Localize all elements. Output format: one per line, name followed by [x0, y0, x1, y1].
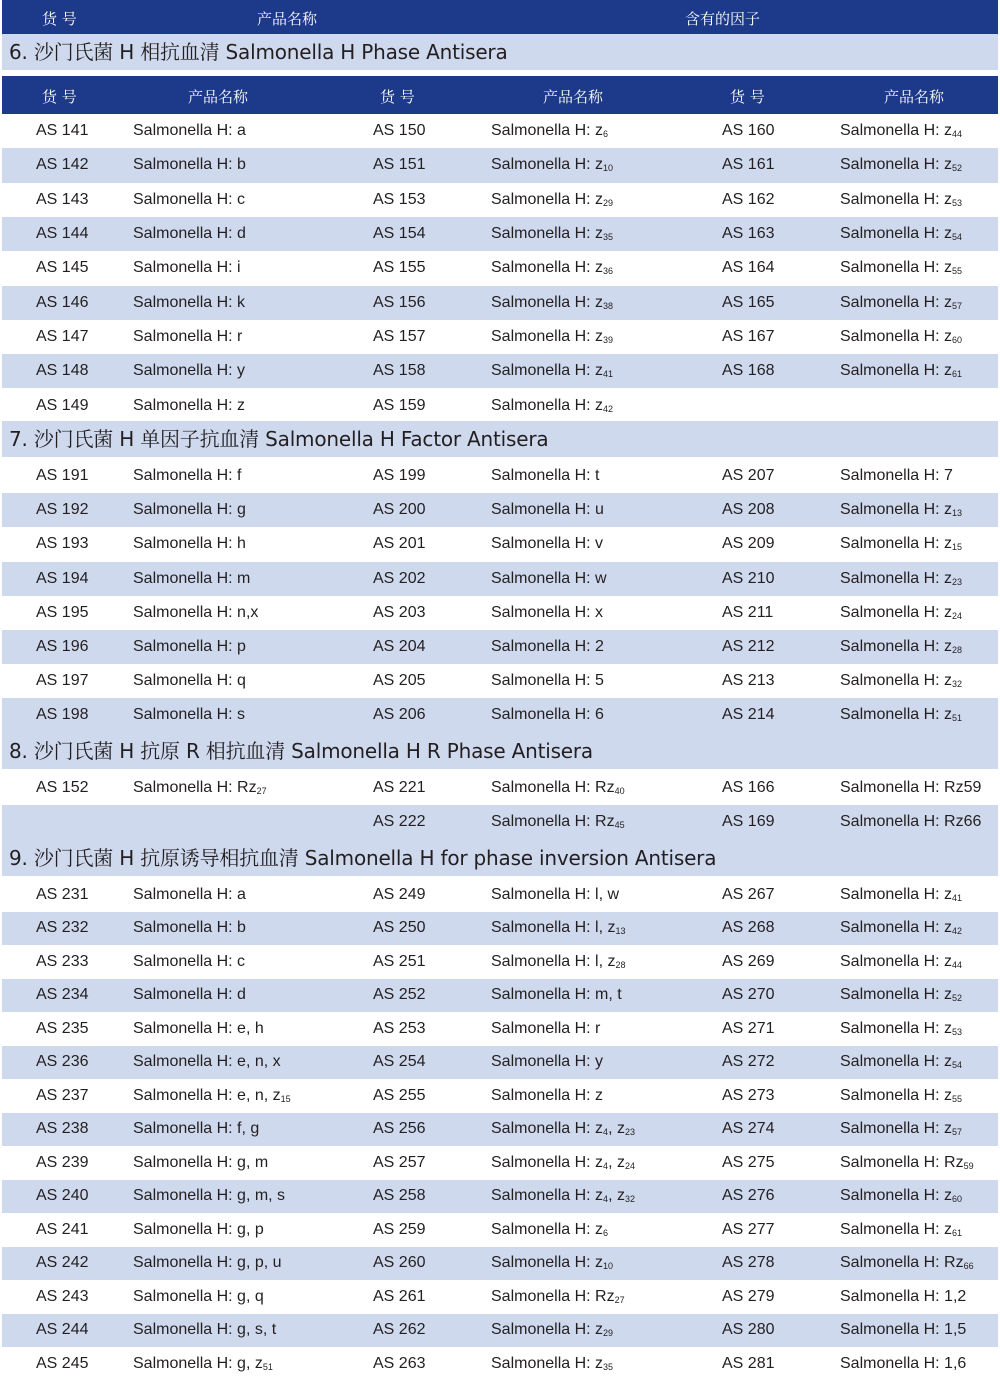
- cell-code-2: AS 252: [373, 986, 426, 1004]
- cell-code-1: AS 145: [36, 259, 89, 277]
- table-row: [2, 251, 998, 285]
- cell-name-3: Salmonella H: $z_{55}$: [840, 259, 963, 277]
- table-row: [2, 493, 998, 527]
- cell-code-2: AS 201: [373, 535, 426, 553]
- cell-code-2: AS 256: [373, 1120, 426, 1138]
- cell-name-2: Salmonella H: $Rz_{27}$: [491, 1287, 625, 1305]
- cell-name-3: Salmonella H: $z_{44}$: [840, 122, 963, 140]
- cell-code-3: AS 275: [722, 1153, 775, 1171]
- cell-name-1: Salmonella H: g, q: [133, 1287, 264, 1305]
- cell-code-2: AS 255: [373, 1086, 426, 1104]
- cell-code-2: AS 222: [373, 813, 426, 831]
- cell-code-3: AS 278: [722, 1254, 775, 1272]
- table-row: [2, 183, 998, 217]
- cell-code-1: AS 144: [36, 225, 89, 243]
- table-row: [2, 1347, 998, 1378]
- cell-code-2: AS 150: [373, 122, 426, 140]
- cell-code-3: AS 212: [722, 638, 775, 656]
- cell-code-1: AS 147: [36, 327, 89, 345]
- header-code-3: 货 号: [730, 88, 765, 106]
- table-row: [2, 459, 998, 493]
- cell-name-2: Salmonella H: $z_{38}$: [491, 293, 614, 311]
- cell-code-1: AS 241: [36, 1220, 89, 1238]
- cell-name-2: Salmonella H: $z_{41}$: [491, 362, 614, 380]
- cell-code-3: AS 168: [722, 362, 775, 380]
- cell-name-2: Salmonella H: $z_{36}$: [491, 259, 614, 277]
- cell-code-1: AS 191: [36, 467, 89, 485]
- cell-code-1: AS 196: [36, 638, 89, 656]
- cell-name-3: Salmonella H: $z_{52}$: [840, 156, 963, 174]
- table-row: [2, 320, 998, 354]
- cell-code-2: AS 259: [373, 1220, 426, 1238]
- table-row: [2, 979, 998, 1013]
- cell-code-2: AS 203: [373, 603, 426, 621]
- cell-name-2: Salmonella H: y: [491, 1053, 604, 1071]
- table-row: [2, 1012, 998, 1046]
- cell-name-2: Salmonella H: $z_{10}$: [491, 1254, 614, 1272]
- cell-name-1: Salmonella H: a: [133, 122, 246, 140]
- cell-name-2: Salmonella H: m, t: [491, 986, 622, 1004]
- cell-name-3: Salmonella H: $z_{23}$: [840, 569, 963, 587]
- section-title: 6. 沙门氏菌 H 相抗血清 Salmonella H Phase Antisera: [2, 34, 998, 70]
- cell-code-2: AS 260: [373, 1254, 426, 1272]
- cell-name-2: Salmonella H: $z_{29}$: [491, 190, 614, 208]
- cell-code-2: AS 157: [373, 327, 426, 345]
- cell-name-1: Salmonella H: i: [133, 259, 241, 277]
- cell-name-1: Salmonella H: b: [133, 156, 246, 174]
- cell-code-1: AS 231: [36, 885, 89, 903]
- cell-name-3: Salmonella H: $z_{44}$: [840, 952, 963, 970]
- cell-code-2: AS 253: [373, 1019, 426, 1037]
- cell-name-3: Salmonella H: $z_{54}$: [840, 1053, 963, 1071]
- cell-name-3: Salmonella H: $z_{55}$: [840, 1086, 963, 1104]
- cell-code-2: AS 154: [373, 225, 426, 243]
- cell-code-1: AS 239: [36, 1153, 89, 1171]
- cell-code-2: AS 155: [373, 259, 426, 277]
- cell-code-3: AS 164: [722, 259, 775, 277]
- table-row: [2, 878, 998, 912]
- cell-code-3: AS 270: [722, 986, 775, 1004]
- cell-code-3: AS 211: [722, 603, 774, 621]
- cell-name-1: Salmonella H: e, n, x: [133, 1053, 281, 1071]
- cell-name-2: Salmonella H: w: [491, 569, 607, 587]
- cell-code-3: AS 162: [722, 190, 775, 208]
- cell-code-1: AS 195: [36, 603, 89, 621]
- cell-name-2: Salmonella H: 6: [491, 706, 604, 724]
- cell-name-1: Salmonella H: y: [133, 362, 246, 380]
- cell-code-1: AS 240: [36, 1187, 89, 1205]
- cell-name-2: Salmonella H: $z_6$: [491, 1220, 609, 1238]
- section-title: 9. 沙门氏菌 H 抗原诱导相抗血清 Salmonella H for phase inversion Antisera: [2, 840, 998, 876]
- cell-code-1: AS 193: [36, 535, 89, 553]
- table-row: [2, 527, 998, 561]
- cell-name-3: Salmonella H: $z_{53}$: [840, 190, 963, 208]
- cell-name-1: Salmonella H: c: [133, 952, 246, 970]
- cell-name-1: Salmonella H: s: [133, 706, 246, 724]
- cell-name-1: Salmonella H: g: [133, 501, 246, 519]
- cell-code-2: AS 251: [373, 952, 426, 970]
- cell-code-3: AS 165: [722, 293, 775, 311]
- cell-name-2: Salmonella H: $z_{10}$: [491, 156, 614, 174]
- table-row: [2, 945, 998, 979]
- cell-code-1: AS 242: [36, 1254, 89, 1272]
- table-row: [2, 1180, 998, 1214]
- cell-code-2: AS 156: [373, 293, 426, 311]
- table-row: [2, 912, 998, 946]
- cell-code-3: AS 210: [722, 569, 775, 587]
- table-row: [2, 698, 998, 732]
- cell-name-3: Salmonella H: Rz66: [840, 813, 982, 831]
- section-title: 7. 沙门氏菌 H 单因子抗血清 Salmonella H Factor Antisera: [2, 421, 998, 457]
- cell-code-2: AS 202: [373, 569, 426, 587]
- cell-name-2: Salmonella H: $z_4$, $z_{24}$: [491, 1153, 635, 1171]
- cell-name-2: Salmonella H: l, w: [491, 885, 620, 903]
- cell-code-2: AS 158: [373, 362, 426, 380]
- cell-name-2: Salmonella H: l, $z_{13}$: [491, 919, 626, 937]
- cell-code-1: AS 197: [36, 672, 89, 690]
- cell-name-1: Salmonella H: p: [133, 638, 246, 656]
- table-row: [2, 1247, 998, 1281]
- cell-name-2: Salmonella H: 2: [491, 638, 604, 656]
- cell-name-2: Salmonella H: t: [491, 467, 600, 485]
- cell-name-1: Salmonella H: g, p: [133, 1220, 264, 1238]
- cell-code-1: AS 235: [36, 1019, 89, 1037]
- cell-name-1: Salmonella H: r: [133, 327, 243, 345]
- cell-code-1: AS 192: [36, 501, 89, 519]
- table-header: [2, 76, 998, 114]
- cell-name-3: Salmonella H: $z_{54}$: [840, 225, 963, 243]
- cell-name-1: Salmonella H: g, m, s: [133, 1187, 286, 1205]
- cell-code-1: AS 148: [36, 362, 89, 380]
- table-row: [2, 354, 998, 388]
- cell-code-2: AS 151: [373, 156, 426, 174]
- top-header-col-code: 货 号: [42, 10, 77, 28]
- header-name-2: 产品名称: [543, 88, 604, 106]
- cell-name-3: Salmonella H: $z_{42}$: [840, 919, 963, 937]
- table-row: [2, 1314, 998, 1348]
- cell-code-1: AS 143: [36, 190, 89, 208]
- cell-name-2: Salmonella H: u: [491, 501, 604, 519]
- cell-name-1: Salmonella H: n,x: [133, 603, 259, 621]
- cell-code-2: AS 205: [373, 672, 426, 690]
- cell-code-3: AS 281: [722, 1354, 775, 1372]
- cell-name-3: Salmonella H: $z_{53}$: [840, 1019, 963, 1037]
- cell-code-2: AS 153: [373, 190, 426, 208]
- cell-code-3: AS 272: [722, 1053, 775, 1071]
- table-row: [2, 562, 998, 596]
- top-header-col-name: 产品名称: [257, 10, 318, 28]
- cell-code-2: AS 249: [373, 885, 426, 903]
- cell-code-1: AS 149: [36, 396, 89, 414]
- cell-code-2: AS 206: [373, 706, 426, 724]
- cell-name-3: Salmonella H: $Rz_{66}$: [840, 1254, 974, 1272]
- cell-code-1: AS 243: [36, 1287, 89, 1305]
- cell-name-3: Salmonella H: $z_{51}$: [840, 706, 963, 724]
- table-row: [2, 596, 998, 630]
- cell-code-2: AS 254: [373, 1053, 426, 1071]
- cell-code-1: AS 141: [36, 122, 89, 140]
- cell-name-1: Salmonella H: g, m: [133, 1153, 269, 1171]
- cell-code-1: AS 245: [36, 1354, 89, 1372]
- cell-name-2: Salmonella H: $z_{35}$: [491, 225, 614, 243]
- table-row: [2, 388, 998, 422]
- cell-name-1: Salmonella H: d: [133, 225, 246, 243]
- cell-name-1: Salmonella H: h: [133, 535, 246, 553]
- cell-code-2: AS 159: [373, 396, 426, 414]
- cell-code-3: AS 161: [722, 156, 775, 174]
- cell-name-2: Salmonella H: $Rz_{45}$: [491, 813, 625, 831]
- cell-code-3: AS 160: [722, 122, 775, 140]
- cell-name-1: Salmonella H: g, $z_{51}$: [133, 1354, 273, 1372]
- section-title: 8. 沙门氏菌 H 抗原 R 相抗血清 Salmonella H R Phase Antisera: [2, 733, 998, 769]
- cell-code-3: AS 279: [722, 1287, 775, 1305]
- cell-code-3: AS 267: [722, 885, 775, 903]
- cell-code-3: AS 169: [722, 813, 775, 831]
- table-row: [2, 664, 998, 698]
- cell-name-1: Salmonella H: z: [133, 396, 246, 414]
- table-row: [2, 217, 998, 251]
- cell-code-3: AS 163: [722, 225, 775, 243]
- cell-name-2: Salmonella H: v: [491, 535, 604, 553]
- cell-code-3: AS 268: [722, 919, 775, 937]
- cell-name-3: Salmonella H: 1,6: [840, 1354, 967, 1372]
- cell-name-3: Salmonella H: 1,5: [840, 1321, 967, 1339]
- cell-code-2: AS 262: [373, 1321, 426, 1339]
- cell-code-3: AS 166: [722, 779, 775, 797]
- cell-name-2: Salmonella H: x: [491, 603, 604, 621]
- cell-name-2: Salmonella H: $z_{42}$: [491, 396, 614, 414]
- cell-name-2: Salmonella H: $z_6$: [491, 122, 609, 140]
- cell-name-3: Salmonella H: $Rz_{59}$: [840, 1153, 974, 1171]
- cell-name-3: Salmonella H: $z_{41}$: [840, 885, 963, 903]
- cell-name-2: Salmonella H: $z_4$, $z_{23}$: [491, 1120, 635, 1138]
- cell-name-3: Salmonella H: $z_{52}$: [840, 986, 963, 1004]
- cell-code-1: AS 146: [36, 293, 89, 311]
- cell-name-1: Salmonella H: k: [133, 293, 246, 311]
- cell-code-3: AS 208: [722, 501, 775, 519]
- cell-name-3: Salmonella H: $z_{24}$: [840, 603, 963, 621]
- cell-code-1: AS 233: [36, 952, 89, 970]
- cell-name-3: Salmonella H: $z_{15}$: [840, 535, 963, 553]
- cell-code-2: AS 200: [373, 501, 426, 519]
- cell-code-1: AS 232: [36, 919, 89, 937]
- cell-name-3: Salmonella H: $z_{61}$: [840, 1220, 963, 1238]
- cell-name-2: Salmonella H: $z_4$, $z_{32}$: [491, 1187, 635, 1205]
- cell-code-1: AS 238: [36, 1120, 89, 1138]
- cell-code-3: AS 271: [722, 1019, 775, 1037]
- cell-code-2: AS 199: [373, 467, 426, 485]
- table-row: [2, 1213, 998, 1247]
- cell-name-3: Salmonella H: $z_{61}$: [840, 362, 963, 380]
- table-row: [2, 805, 998, 839]
- cell-name-2: Salmonella H: 5: [491, 672, 604, 690]
- cell-name-2: Salmonella H: $Rz_{40}$: [491, 779, 625, 797]
- cell-code-3: AS 207: [722, 467, 775, 485]
- cell-name-3: Salmonella H: Rz59: [840, 779, 982, 797]
- cell-code-3: AS 280: [722, 1321, 775, 1339]
- cell-code-3: AS 273: [722, 1086, 775, 1104]
- table-row: [2, 148, 998, 182]
- cell-name-1: Salmonella H: g, s, t: [133, 1321, 277, 1339]
- cell-name-3: Salmonella H: 7: [840, 467, 953, 485]
- cell-name-1: Salmonella H: c: [133, 190, 246, 208]
- cell-name-2: Salmonella H: $z_{29}$: [491, 1321, 614, 1339]
- table-row: [2, 1046, 998, 1080]
- cell-name-2: Salmonella H: l, $z_{28}$: [491, 952, 626, 970]
- cell-name-3: Salmonella H: $z_{60}$: [840, 1187, 963, 1205]
- cell-name-2: Salmonella H: z: [491, 1086, 604, 1104]
- cell-name-1: Salmonella H: a: [133, 885, 246, 903]
- table-row: [2, 1280, 998, 1314]
- cell-code-3: AS 277: [722, 1220, 775, 1238]
- table-row: [2, 1146, 998, 1180]
- cell-code-1: AS 237: [36, 1086, 89, 1104]
- cell-code-3: AS 167: [722, 327, 775, 345]
- cell-code-1: AS 142: [36, 156, 89, 174]
- cell-name-1: Salmonella H: e, n, $z_{15}$: [133, 1086, 291, 1104]
- cell-code-3: AS 269: [722, 952, 775, 970]
- cell-name-3: Salmonella H: 1,2: [840, 1287, 967, 1305]
- table-row: [2, 1113, 998, 1147]
- cell-name-3: Salmonella H: $z_{13}$: [840, 501, 963, 519]
- cell-name-2: Salmonella H: r: [491, 1019, 601, 1037]
- cell-code-3: AS 209: [722, 535, 775, 553]
- cell-code-2: AS 261: [373, 1287, 426, 1305]
- cell-code-1: AS 198: [36, 706, 89, 724]
- cell-name-1: Salmonella H: q: [133, 672, 246, 690]
- cell-code-3: AS 274: [722, 1120, 775, 1138]
- table-row: [2, 1079, 998, 1113]
- cell-code-1: AS 194: [36, 569, 89, 587]
- cell-name-3: Salmonella H: $z_{28}$: [840, 638, 963, 656]
- cell-name-1: Salmonella H: m: [133, 569, 251, 587]
- cell-name-2: Salmonella H: $z_{39}$: [491, 327, 614, 345]
- table-row: [2, 771, 998, 805]
- top-header-bar: [2, 0, 998, 34]
- header-name-3: 产品名称: [884, 88, 945, 106]
- cell-code-2: AS 250: [373, 919, 426, 937]
- cell-code-3: AS 214: [722, 706, 775, 724]
- cell-name-1: Salmonella H: $Rz_{27}$: [133, 779, 267, 797]
- cell-code-2: AS 263: [373, 1354, 426, 1372]
- cell-name-1: Salmonella H: d: [133, 986, 246, 1004]
- cell-name-3: Salmonella H: $z_{60}$: [840, 327, 963, 345]
- cell-name-2: Salmonella H: $z_{35}$: [491, 1354, 614, 1372]
- table-row: [2, 286, 998, 320]
- cell-name-1: Salmonella H: g, p, u: [133, 1254, 282, 1272]
- cell-code-2: AS 221: [373, 779, 426, 797]
- cell-code-2: AS 257: [373, 1153, 426, 1171]
- cell-code-1: AS 236: [36, 1053, 89, 1071]
- top-header-col-factors: 含有的因子: [685, 10, 761, 28]
- header-name-1: 产品名称: [188, 88, 249, 106]
- cell-code-2: AS 204: [373, 638, 426, 656]
- header-code-1: 货 号: [42, 88, 77, 106]
- cell-name-3: Salmonella H: $z_{32}$: [840, 672, 963, 690]
- cell-code-1: AS 244: [36, 1321, 89, 1339]
- cell-code-1: AS 234: [36, 986, 89, 1004]
- cell-name-1: Salmonella H: f: [133, 467, 242, 485]
- cell-code-1: AS 152: [36, 779, 89, 797]
- cell-name-1: Salmonella H: b: [133, 919, 246, 937]
- table-row: [2, 114, 998, 148]
- cell-name-1: Salmonella H: e, h: [133, 1019, 264, 1037]
- header-code-2: 货 号: [380, 88, 415, 106]
- cell-code-3: AS 276: [722, 1187, 775, 1205]
- table-row: [2, 630, 998, 664]
- cell-name-3: Salmonella H: $z_{57}$: [840, 1120, 963, 1138]
- cell-name-1: Salmonella H: f, g: [133, 1120, 260, 1138]
- cell-code-3: AS 213: [722, 672, 775, 690]
- cell-name-3: Salmonella H: $z_{57}$: [840, 293, 963, 311]
- cell-code-2: AS 258: [373, 1187, 426, 1205]
